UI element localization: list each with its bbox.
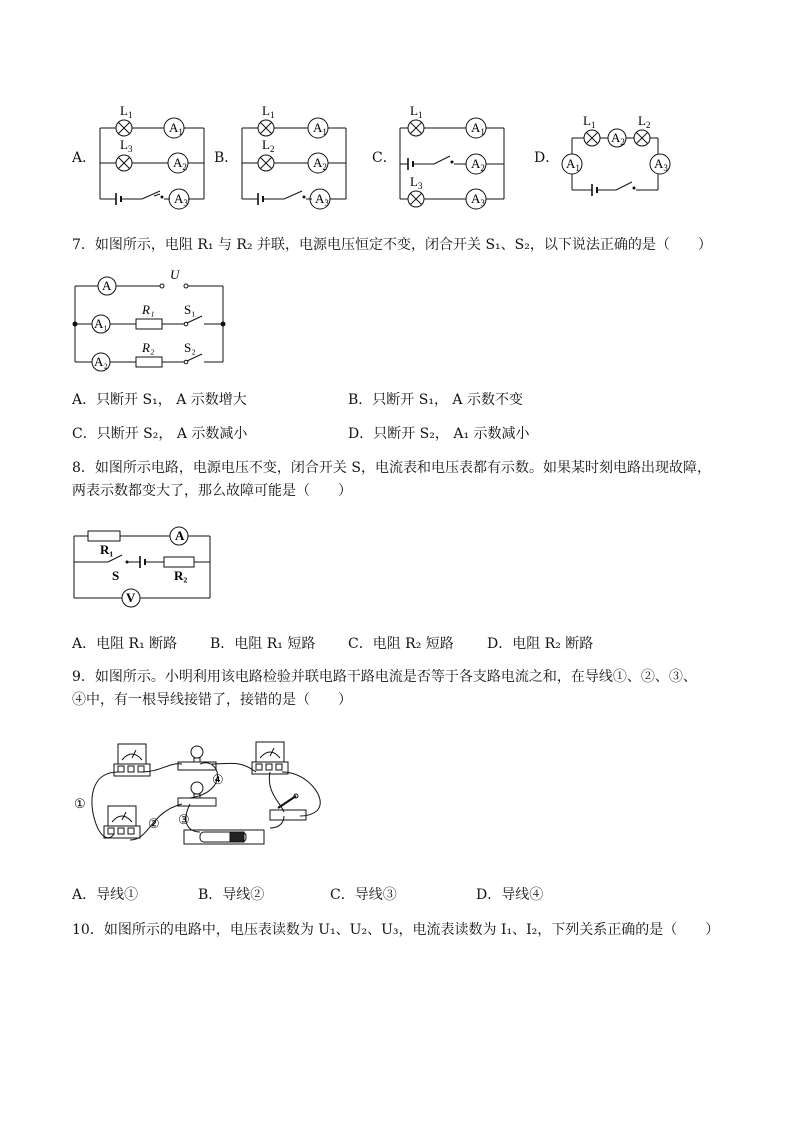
q8-switch-label: S [112, 568, 120, 583]
q7-ammeter-a-label: A [102, 278, 112, 293]
q8-r1-label: R₁ [100, 542, 114, 557]
q9-stem-line1: 9．如图所示。小明利用该电路检验并联电路干路电流是否等于各支路电流之和，在导线①、②、③、 [72, 669, 697, 685]
q7-ammeter-a1-label: A₁ [94, 316, 108, 331]
q7-r1-label: R₁ [142, 302, 155, 317]
q6-circuit-a [92, 102, 212, 214]
svg-text:L3: $L_3$ [120, 137, 133, 154]
svg-text:A1: $A_1$ [471, 120, 485, 137]
q7-r2-label: R₂ [142, 340, 155, 355]
svg-text:A3: $A_3$ [174, 191, 188, 208]
q8-option-d[interactable]: D．电阻 R₂ 断路 [487, 636, 594, 652]
q9-wire-3-label: ③ [178, 812, 190, 827]
q7-s2-label: S₂ [184, 340, 196, 355]
q8-r2-label: R₂ [174, 568, 188, 583]
svg-text:A2: $A_2$ [611, 130, 625, 147]
q9-option-d[interactable]: D．导线④ [476, 887, 544, 903]
svg-text:A1: $A_1$ [566, 156, 580, 173]
svg-text:A3: $A_3$ [654, 156, 668, 173]
q6-option-d-label[interactable]: D． [534, 150, 560, 166]
q6-circuit-d [554, 108, 684, 200]
svg-text:A3: $A_3$ [315, 191, 329, 208]
svg-text:A1: $A_1$ [169, 120, 183, 137]
q9-wire-4-label: ④ [212, 772, 224, 787]
q6-circuit-b [234, 102, 354, 214]
q9-wire-1-label: ① [74, 796, 86, 811]
svg-text:L1: $L_1$ [120, 103, 133, 120]
svg-text:L2: $L_2$ [262, 137, 275, 154]
q6-option-a-label[interactable]: A． [72, 150, 97, 166]
q7-stem: 7．如图所示，电阻 R₁ 与 R₂ 并联，电源电压恒定不变，闭合开关 S₁、S₂，以下说法正确的是（ ） [72, 237, 712, 253]
svg-text:A2: $A_2$ [173, 155, 187, 172]
q7-s1-label: S₁ [184, 302, 196, 317]
q7-option-b[interactable]: B．只断开 S₁， A 示数不变 [348, 392, 523, 408]
svg-text:L2: $L_2$ [638, 113, 651, 130]
svg-text:A2: $A_2$ [313, 155, 327, 172]
q9-option-c[interactable]: C．导线③ [330, 887, 397, 903]
q7-ammeter-a2-label: A₂ [94, 354, 108, 369]
q7-circuit [66, 266, 236, 376]
q6-circuit-c [392, 102, 512, 214]
q9-wire-2-label: ② [148, 816, 160, 831]
q10-stem: 10．如图所示的电路中，电压表读数为 U₁、U₂、U₃，电流表读数为 I₁、I₂，下列关系正确的是（ ） [72, 922, 720, 938]
q7-option-c[interactable]: C．只断开 S₂， A 示数减小 [72, 426, 248, 442]
q9-option-b[interactable]: B．导线② [198, 887, 265, 903]
q8-voltmeter-label: V [126, 590, 136, 605]
q8-option-b[interactable]: B．电阻 R₁ 短路 [210, 636, 316, 652]
q7-voltage-u-label: U [170, 267, 180, 282]
q6-option-b-label[interactable]: B． [214, 150, 239, 166]
q6-option-c-label[interactable]: C． [372, 150, 397, 166]
q8-circuit [66, 522, 226, 612]
q8-option-a[interactable]: A．电阻 R₁ 断路 [72, 636, 178, 652]
svg-text:A1: $A_1$ [313, 120, 327, 137]
svg-text:L3: $L_3$ [410, 174, 423, 191]
q8-stem-line2: 两表示数都变大了，那么故障可能是（ ） [72, 483, 352, 499]
q8-stem-line1: 8．如图所示电路，电源电压不变，闭合开关 S，电流表和电压表都有示数。如果某时刻电路出现故障， [72, 460, 711, 476]
q7-option-d[interactable]: D．只断开 S₂， A₁ 示数减小 [348, 426, 530, 442]
q9-option-a[interactable]: A．导线① [72, 887, 139, 903]
svg-text:A3: $A_3$ [471, 191, 485, 208]
svg-text:A2: $A_2$ [471, 156, 485, 173]
q8-option-c[interactable]: C．电阻 R₂ 短路 [348, 636, 454, 652]
svg-text:L1: $L_1$ [262, 103, 275, 120]
q9-apparatus-picture [70, 732, 330, 860]
q9-stem-line2: ④中，有一根导线接错了，接错的是（ ） [72, 692, 352, 708]
svg-text:L1: $L_1$ [410, 103, 423, 120]
svg-text:L1: $L_1$ [583, 113, 596, 130]
q7-option-a[interactable]: A．只断开 S₁， A 示数增大 [72, 392, 247, 408]
q8-ammeter-label: A [175, 528, 185, 543]
